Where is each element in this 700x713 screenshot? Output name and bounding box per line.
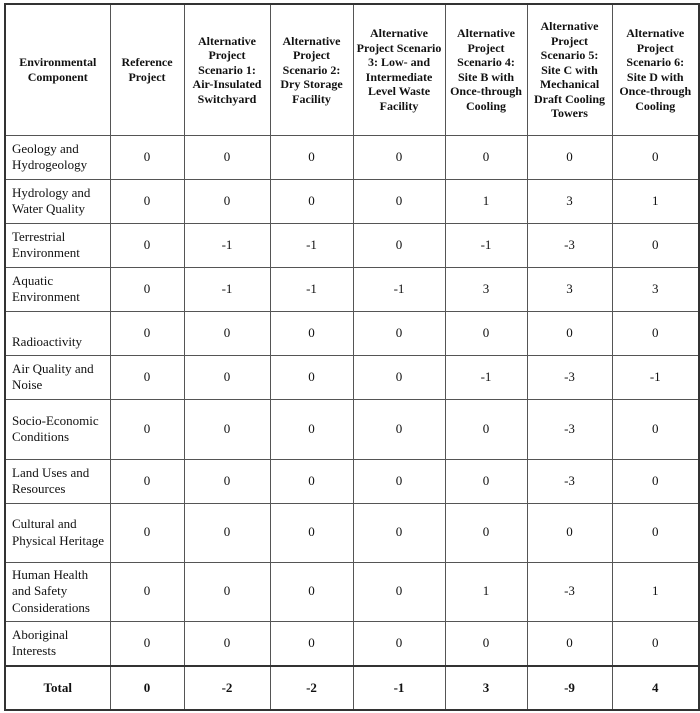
cell-value: -1 (445, 355, 527, 399)
cell-value: 1 (445, 179, 527, 223)
cell-value: -3 (527, 223, 612, 267)
cell-value: 1 (445, 562, 527, 621)
header-scenario-3: Alternative Project Scenario 3: Low- and Intermediate Level Waste Facility (353, 4, 445, 135)
cell-value: 3 (527, 179, 612, 223)
table-row (5, 503, 699, 562)
header-scenario-2: Alternative Project Scenario 2: Dry Storage Facility (270, 4, 353, 135)
total-value: -2 (184, 666, 270, 710)
cell-value: 1 (612, 562, 699, 621)
cell-value: 0 (612, 399, 699, 459)
row-label: Cultural and Physical Heritage (5, 503, 110, 562)
cell-value: 0 (612, 135, 699, 179)
cell-value: 0 (353, 399, 445, 459)
cell-value: 0 (353, 179, 445, 223)
cell-value: 0 (445, 459, 527, 503)
cell-value: -1 (353, 267, 445, 311)
total-value: -1 (353, 666, 445, 710)
cell-value: 0 (270, 355, 353, 399)
cell-value: -1 (184, 223, 270, 267)
cell-value: 0 (270, 399, 353, 459)
total-row (5, 666, 699, 710)
cell-value: 0 (110, 399, 184, 459)
cell-value: 0 (270, 459, 353, 503)
row-label: Hydrology and Water Quality (5, 179, 110, 223)
cell-value: 0 (110, 311, 184, 355)
row-label: Radioactivity (5, 311, 110, 355)
cell-value: 0 (184, 311, 270, 355)
cell-value: 0 (270, 311, 353, 355)
cell-value: 0 (353, 621, 445, 666)
cell-value: 0 (184, 503, 270, 562)
table-row (5, 355, 699, 399)
cell-value: -3 (527, 562, 612, 621)
cell-value: 0 (353, 459, 445, 503)
cell-value: 0 (184, 399, 270, 459)
cell-value: 0 (110, 503, 184, 562)
cell-value: 3 (445, 267, 527, 311)
cell-value: -3 (527, 459, 612, 503)
cell-value: 0 (110, 135, 184, 179)
cell-value: -1 (445, 223, 527, 267)
cell-value: 0 (527, 621, 612, 666)
cell-value: 0 (612, 503, 699, 562)
cell-value: 0 (184, 562, 270, 621)
cell-value: 0 (612, 311, 699, 355)
header-scenario-6: Alternative Project Scenario 6: Site D with Once-through Cooling (612, 4, 699, 135)
cell-value: 0 (184, 621, 270, 666)
cell-value: 0 (184, 135, 270, 179)
row-label: Aquatic Environment (5, 267, 110, 311)
cell-value: 3 (612, 267, 699, 311)
cell-value: 0 (184, 459, 270, 503)
cell-value: 0 (527, 503, 612, 562)
header-environmental-component: Environmental Component (5, 4, 110, 135)
header-scenario-4: Alternative Project Scenario 4: Site B with Once-through Cooling (445, 4, 527, 135)
cell-value: 0 (110, 562, 184, 621)
cell-value: 0 (527, 311, 612, 355)
cell-value: 0 (270, 179, 353, 223)
cell-value: -1 (612, 355, 699, 399)
table-row (5, 267, 699, 311)
row-label: Aboriginal Interests (5, 621, 110, 666)
table-row (5, 311, 699, 355)
cell-value: 1 (612, 179, 699, 223)
table-container (4, 3, 700, 711)
cell-value: 0 (445, 135, 527, 179)
cell-value: 0 (353, 355, 445, 399)
cell-value: -3 (527, 399, 612, 459)
header-scenario-1: Alternative Project Scenario 1: Air-Insulated Switchyard (184, 4, 270, 135)
cell-value: -1 (270, 223, 353, 267)
cell-value: -3 (527, 355, 612, 399)
table-row (5, 621, 699, 666)
total-value: 4 (612, 666, 699, 710)
total-value: -9 (527, 666, 612, 710)
cell-value: 0 (445, 503, 527, 562)
header-row (5, 4, 699, 135)
cell-value: 0 (270, 621, 353, 666)
cell-value: 0 (612, 621, 699, 666)
cell-value: 0 (445, 621, 527, 666)
impact-comparison-table (4, 3, 700, 711)
cell-value: 3 (527, 267, 612, 311)
header-scenario-5: Alternative Project Scenario 5: Site C with Mechanical Draft Cooling Towers (527, 4, 612, 135)
cell-value: 0 (110, 355, 184, 399)
row-label: Human Health and Safety Considerations (5, 562, 110, 621)
row-label: Geology and Hydrogeology (5, 135, 110, 179)
cell-value: 0 (353, 223, 445, 267)
cell-value: 0 (353, 311, 445, 355)
total-value: -2 (270, 666, 353, 710)
row-label: Terrestrial Environment (5, 223, 110, 267)
cell-value: 0 (353, 503, 445, 562)
cell-value: 0 (270, 562, 353, 621)
cell-value: 0 (612, 459, 699, 503)
table-row (5, 135, 699, 179)
cell-value: 0 (110, 223, 184, 267)
cell-value: 0 (110, 179, 184, 223)
table-row (5, 459, 699, 503)
table-row (5, 223, 699, 267)
table-row (5, 399, 699, 459)
cell-value: 0 (110, 621, 184, 666)
cell-value: 0 (445, 311, 527, 355)
table-row (5, 562, 699, 621)
cell-value: -1 (270, 267, 353, 311)
header-reference-project: Reference Project (110, 4, 184, 135)
cell-value: 0 (353, 135, 445, 179)
cell-value: 0 (353, 562, 445, 621)
cell-value: 0 (612, 223, 699, 267)
total-label: Total (5, 666, 110, 710)
row-label: Land Uses and Resources (5, 459, 110, 503)
cell-value: 0 (270, 135, 353, 179)
cell-value: 0 (445, 399, 527, 459)
row-label: Air Quality and Noise (5, 355, 110, 399)
cell-value: 0 (110, 459, 184, 503)
total-value: 3 (445, 666, 527, 710)
cell-value: 0 (527, 135, 612, 179)
cell-value: 0 (184, 179, 270, 223)
cell-value: 0 (184, 355, 270, 399)
total-value: 0 (110, 666, 184, 710)
cell-value: 0 (110, 267, 184, 311)
row-label: Socio-Economic Conditions (5, 399, 110, 459)
cell-value: -1 (184, 267, 270, 311)
cell-value: 0 (270, 503, 353, 562)
table-row (5, 179, 699, 223)
